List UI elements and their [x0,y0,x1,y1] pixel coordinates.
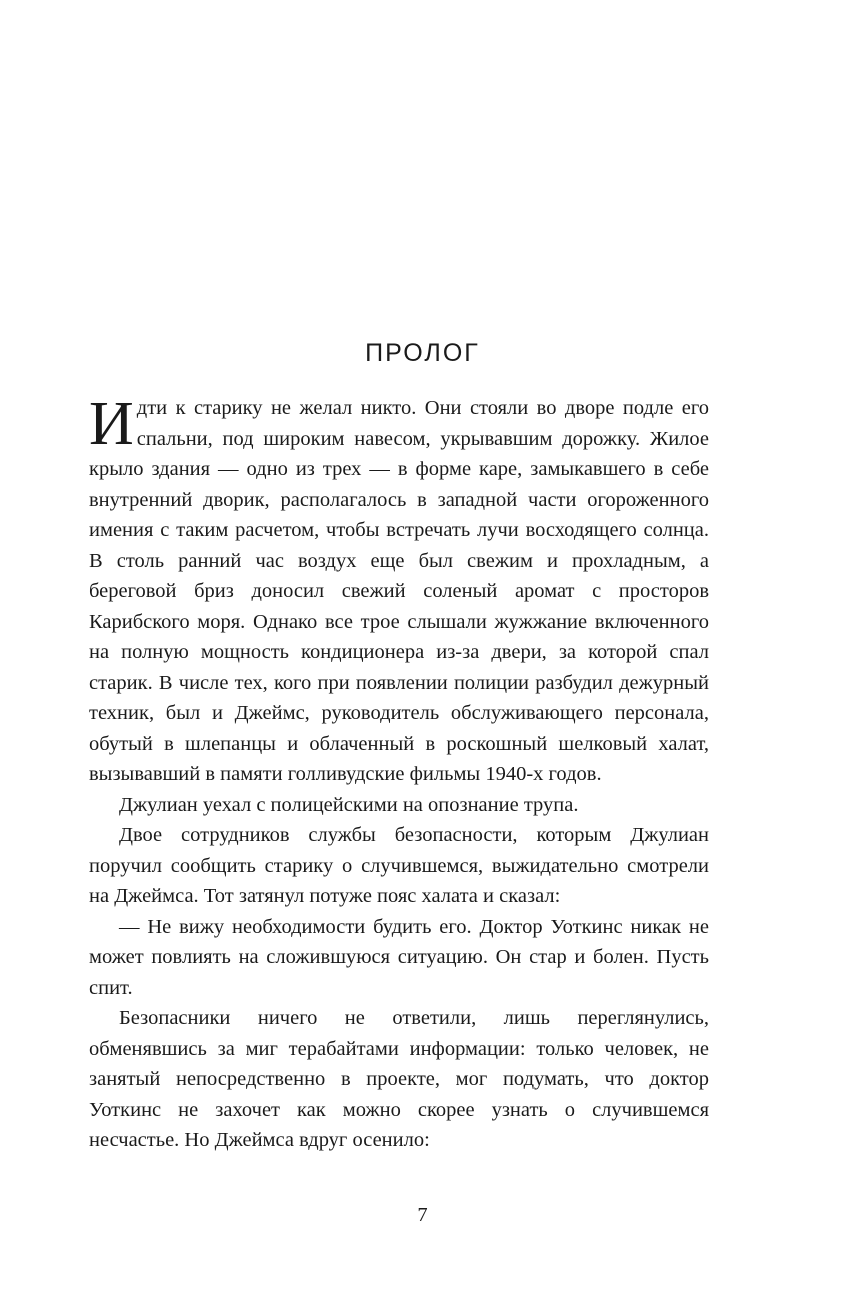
paragraph-2: Джулиан уехал с полицейскими на опознание трупа. [119,793,579,816]
drop-cap: И [89,390,134,458]
page-number: 7 [417,1204,428,1226]
paragraph-1-text: дти к старику не желал никто. Они стояли во дворе подле его спальни, под широким навесом, укрывавшим дорожку. Жилое крыло здания — одно из трех — в форме каре, замыкавшего в себе внутренний дворик, располагалось в западной части огороженного имения с таким расчетом, чтобы встречать лучи восходящего солнца. В столь ранний час воздух еще был свежим и прохладным, а береговой бриз доносил свежий соленый аромат с просторов Карибского моря. Однако все трое слышали жужжание включенного на полную мощность кондиционера из-за двери, за которой спал старик. В числе тех, кого при появлении полиции разбудил дежурный техник, был и Джеймс, руководитель обслуживающего персонала, обутый в шлепанцы и облаченный в роскошный шелковый халат, вызывавший в памяти голливудские фильмы 1940-х годов. [89,397,709,785]
paragraph-3: Двое сотрудников службы безопасности, которым Джулиан поручил сообщить старику о случившемся, выжидательно смотрели на Джеймса. Тот затянул потуже пояс халата и сказал: [89,824,709,907]
chapter-title: ПРОЛОГ [365,339,480,367]
paragraph-1 [89,390,709,790]
paragraph-5: Безопасники ничего не ответили, лишь переглянулись, обменявшись за миг терабайтами информации: только человек, не занятый непосредственно в проекте, мог подумать, что доктор Уоткинс не захочет как можно скорее узнать о случившемся несчастье. Но Джеймса вдруг осенило: [89,1007,709,1151]
paragraph-4: — Не вижу необходимости будить его. Доктор Уоткинс никак не может повлиять на сложившуюся ситуацию. Он стар и болен. Пусть спит. [89,915,709,999]
body-text [89,390,709,1156]
